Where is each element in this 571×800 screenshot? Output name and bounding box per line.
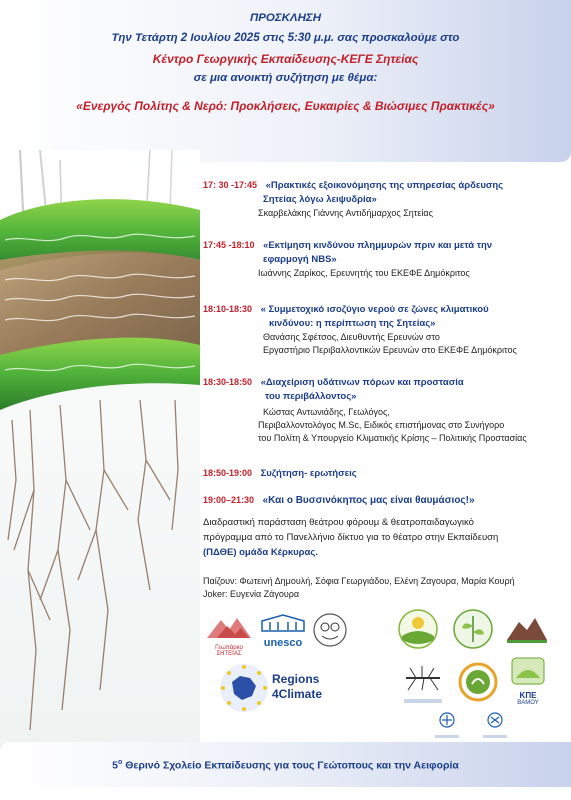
mountain-logo (505, 610, 549, 644)
agenda-title: «Πρακτικές εξοικονόμησης της υπηρεσίας άρδευσης (265, 180, 504, 191)
agenda-title-cont: του περιβάλλοντος» (265, 391, 357, 402)
footer-banner (0, 742, 571, 787)
agenda-title: Συζήτηση- ερωτήσεις (260, 468, 357, 479)
joker: Joker: Ευγενία Ζάγουρα (203, 589, 300, 599)
crest-text-line (435, 735, 459, 738)
crete-region-crest (480, 712, 510, 734)
hellenic-republic-crest (432, 712, 462, 734)
play-desc-line: (ΠΔΘΕ) ομάδα Κέρκυρας. (203, 547, 318, 558)
regions-label: Regions (272, 672, 320, 686)
water-roots-artwork (0, 150, 200, 760)
agenda-title-cont: κινδύνου: η περίπτωση της Σητείας» (269, 318, 436, 329)
topic-intro: σε μια ανοικτή συζήτηση με θέμα: (193, 72, 378, 84)
agenda-item (203, 377, 563, 445)
agenda-time: 18:10-18:30 (203, 304, 253, 314)
footer-title: Θερινό Σχολείο Εκπαίδευσης για τους Γεώτοπους και την Αειφορία (122, 759, 459, 772)
event-venue: Κέντρο Γεωργικής Εκπαίδευσης-ΚΕΓΕ Σητείας (152, 52, 419, 66)
agenda-item (203, 240, 563, 280)
sun-landscape-logo (397, 608, 439, 650)
geopark-logo (205, 612, 253, 657)
agenda-time: 18:50-19:00 (203, 468, 253, 478)
environment-cycle-logo (458, 662, 498, 702)
invitation-header (0, 0, 571, 162)
agenda-time: 18:30-18:50 (203, 377, 253, 387)
regions4climate-logo (272, 672, 352, 702)
agenda-title: « Συμμετοχικό ισοζύγιο νερού σε ζώνες κλιματικού (260, 304, 489, 315)
agenda-title: «Και ο Βυσσινόκηπος μας είναι θαυμάσιος!» (262, 495, 475, 506)
unesco-logo (258, 614, 308, 652)
climate-label: 4Climate (272, 687, 323, 701)
agenda-time: 19:00–21:30 (203, 495, 255, 505)
agenda-time: 17: 30 -17:45 (203, 180, 258, 190)
kpe-vamou-logo (510, 656, 546, 704)
event-date-line: Την Τετάρτη 2 Ιουλίου 2025 στις 5:30 μ.μ. σας προσκαλούμε στο (111, 32, 460, 44)
mosquito-logo (400, 664, 446, 700)
play-description (203, 515, 563, 560)
agenda-title-cont: Σητείας λόγω λειψυδρία» (263, 194, 377, 205)
geopark-label: Γεωπάρκο ΣΗΤΕΙΑΣ (215, 645, 243, 657)
agenda-title: «Διαχείριση υδάτινων πόρων και προστασία (260, 377, 464, 388)
vamou-label: ΒΑΜΟΥ (517, 700, 539, 706)
agenda-time: 17:45 -18:10 (203, 240, 255, 250)
event-topic: «Ενεργός Πολίτης & Νερό: Προκλήσεις, Ευκαιρίες & Βιώσιμες Πρακτικές» (76, 99, 495, 113)
unesco-label: unesco (263, 637, 303, 649)
agenda-title: «Εκτίμηση κινδύνου πλημμυρών πριν και μετά την (263, 240, 493, 251)
footer-number: 5 (112, 759, 119, 772)
footer-superscript: ο (118, 759, 123, 766)
agenda-title-cont: εφαρμογή NBS» (263, 254, 337, 265)
agenda-speaker: του Πολίτη & Υπουργείο Κλιματικής Κρίσης – Πολιτικής Προστασίας (258, 433, 527, 443)
agenda-speaker: Εργαστήριο Περιβαλλοντικών Ερευνών στο ΕΚΕΦΕ Δημόκριτος (263, 345, 517, 355)
agenda-speaker: Ιωάννης Ζαρίκος, Ερευνητής του ΕΚΕΦΕ Δημόκριτος (258, 268, 470, 278)
mosquito-logo-text-line (404, 699, 442, 703)
agenda-speaker: Σκαρβελάκης Γιάννης Αντιδήμαρχος Σητείας (258, 208, 433, 218)
invitation-title: ΠΡΟΣΚΛΗΣΗ (249, 12, 322, 24)
pdthe-logo (312, 612, 348, 648)
play-desc-line: Διαδραστική παράσταση θεάτρου φόρουμ & θεατροπαιδαγωγικό (203, 517, 474, 528)
footer-text (0, 759, 571, 772)
eu-stars-logo (218, 662, 270, 714)
crest-text-line (483, 735, 507, 738)
agenda-speaker: Κώστας Αντωνιάδης, Γεωλόγος, (263, 407, 390, 417)
cast-list: Παίζουν: Φωτεινή Δημουλή, Σόφια Γεωργιάδου, Ελένη Ζαγουρα, Μαρία Κουρή (203, 576, 515, 586)
agenda-item (203, 304, 563, 357)
play-cast (203, 575, 563, 601)
environmental-education-logo (452, 608, 494, 650)
agenda-speaker: Περιβαλλοντολόγος M.Sc, Ειδικός επιστήμονας στο Συνήγορο (258, 420, 505, 430)
agenda-item (203, 495, 563, 506)
kpe-label: ΚΠΕ (519, 691, 537, 700)
agenda-speaker: Θανάσης Σφέτσος, Διευθυντής Ερευνών στο (263, 332, 440, 342)
agenda-item (203, 180, 563, 220)
play-desc-line: πρόγραμμα από το Πανελλήνιο δίκτυο για το θέατρο στην Εκπαίδευση (203, 532, 499, 543)
agenda-item (203, 468, 563, 479)
